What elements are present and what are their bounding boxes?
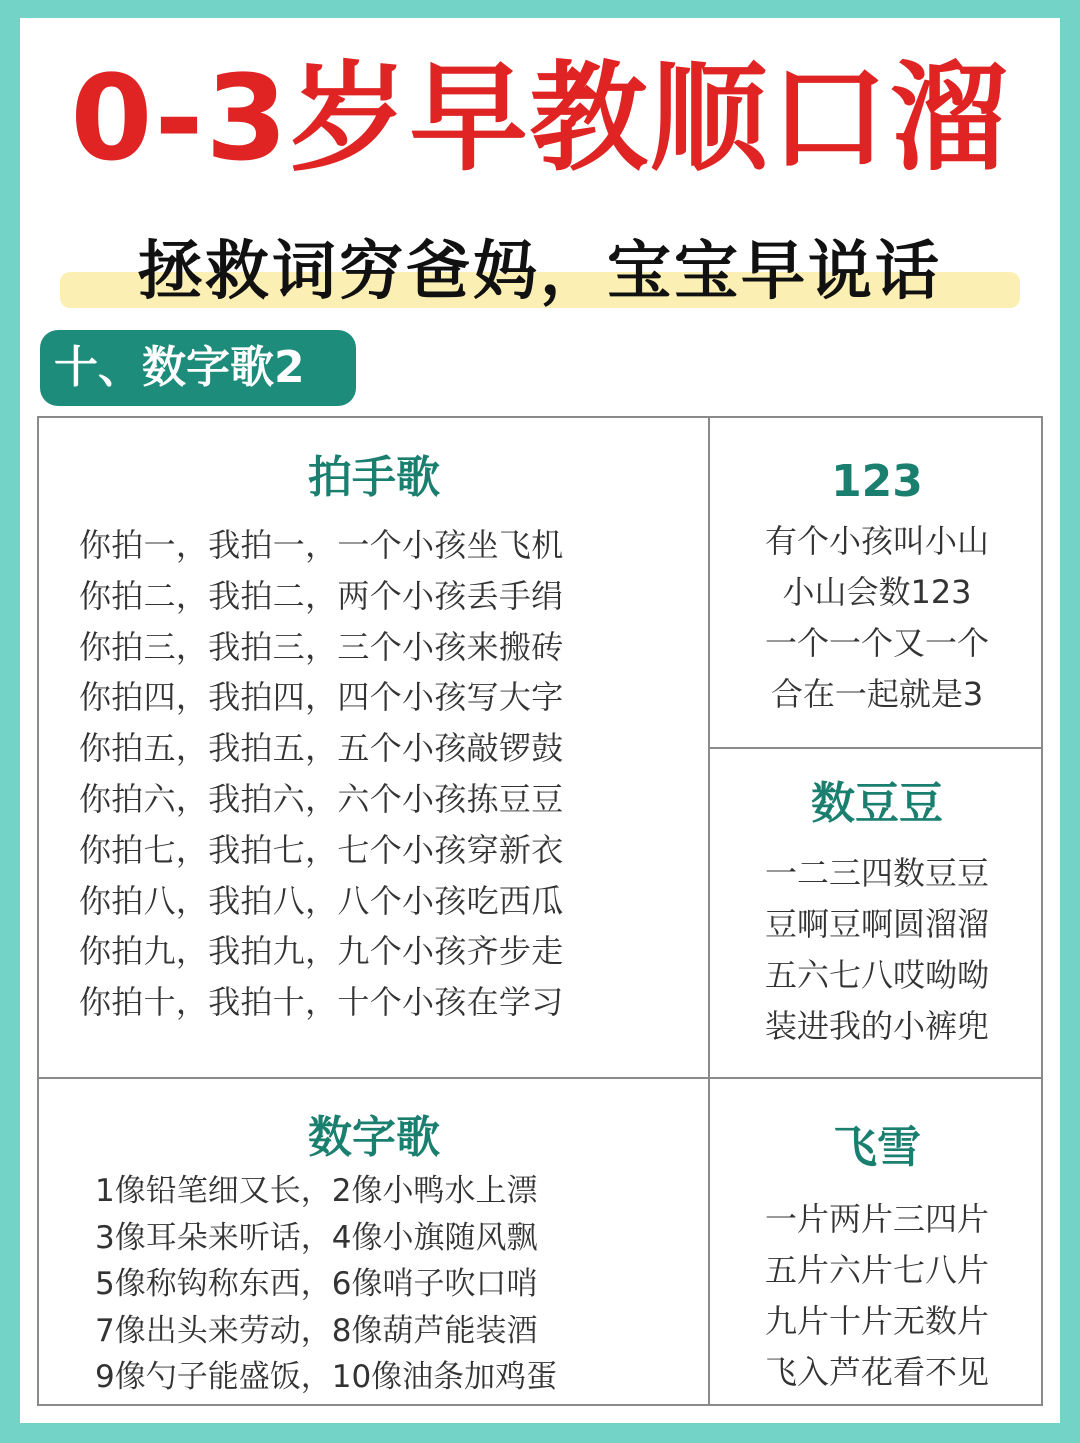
song-lines-snow <box>710 1194 1044 1398</box>
song-line: 有个小孩叫小山 <box>764 522 989 560</box>
song-title-snow: 飞雪 <box>833 1122 921 1173</box>
page-title: 0-3岁早教顺口溜 <box>70 49 1010 187</box>
song-line: 装进我的小裤兜 <box>764 1007 989 1045</box>
songs-grid <box>37 416 1043 1406</box>
song-line: 你拍九，我拍九，九个小孩齐步走 <box>79 932 564 971</box>
page-subtitle: 拯救词穷爸妈，宝宝早说话 <box>138 235 942 309</box>
song-line: 小山会数123 <box>782 573 972 611</box>
subtitle-banner <box>60 230 1020 310</box>
song-card-beans <box>710 774 1044 1052</box>
song-line: 你拍三，我拍三，三个小孩来搬砖 <box>79 627 564 666</box>
song-card-numbers <box>39 1108 709 1401</box>
song-line: 九片十片无数片 <box>764 1302 989 1340</box>
song-title-clap: 拍手歌 <box>308 452 440 503</box>
song-card-snow <box>710 1118 1044 1398</box>
section-tag: 十、数字歌2 <box>40 330 356 406</box>
song-line: 5像称钩称东西，6像哨子吹口哨 <box>95 1266 538 1302</box>
song-line: 你拍八，我拍八，八个小孩吃西瓜 <box>79 881 564 920</box>
song-line: 合在一起就是3 <box>770 675 984 713</box>
divider <box>709 1077 1043 1079</box>
song-line: 你拍二，我拍二，两个小孩丢手绢 <box>79 576 564 615</box>
song-line: 9像勺子能盛饭，10像油条加鸡蛋 <box>95 1359 558 1395</box>
song-lines-123 <box>710 516 1044 720</box>
divider <box>709 747 1043 749</box>
song-line: 一二三四数豆豆 <box>764 854 989 892</box>
song-line: 五片六片七八片 <box>764 1251 989 1289</box>
song-title-123: 123 <box>831 456 923 507</box>
song-lines-beans <box>710 848 1044 1052</box>
song-line: 一片两片三四片 <box>764 1200 989 1238</box>
song-lines-numbers <box>39 1168 709 1401</box>
song-line: 一个一个又一个 <box>764 624 989 662</box>
song-line: 1像铅笔细又长，2像小鸭水上漂 <box>95 1173 538 1209</box>
song-line: 你拍七，我拍七，七个小孩穿新衣 <box>79 830 564 869</box>
divider <box>39 1077 709 1079</box>
song-line: 你拍五，我拍五，五个小孩敲锣鼓 <box>79 729 564 768</box>
page-card <box>20 18 1060 1423</box>
song-title-beans: 数豆豆 <box>811 778 943 829</box>
song-line: 你拍六，我拍六，六个小孩拣豆豆 <box>79 779 564 818</box>
song-line: 7像出头来劳动，8像葫芦能装酒 <box>95 1312 538 1349</box>
song-line: 你拍四，我拍四，四个小孩写大字 <box>79 678 564 717</box>
song-line: 你拍十，我拍十，十个小孩在学习 <box>79 983 564 1022</box>
song-line: 飞入芦花看不见 <box>764 1353 989 1391</box>
song-line: 你拍一，我拍一，一个小孩坐飞机 <box>79 526 564 564</box>
song-line: 3像耳朵来听话，4像小旗随风飘 <box>95 1219 538 1256</box>
song-card-clap <box>39 448 709 1028</box>
song-line: 豆啊豆啊圆溜溜 <box>764 905 989 943</box>
song-lines-clap <box>39 520 709 1028</box>
song-title-numbers: 数字歌 <box>308 1112 440 1163</box>
song-card-123 <box>710 452 1044 720</box>
song-line: 五六七八哎呦呦 <box>764 956 989 994</box>
